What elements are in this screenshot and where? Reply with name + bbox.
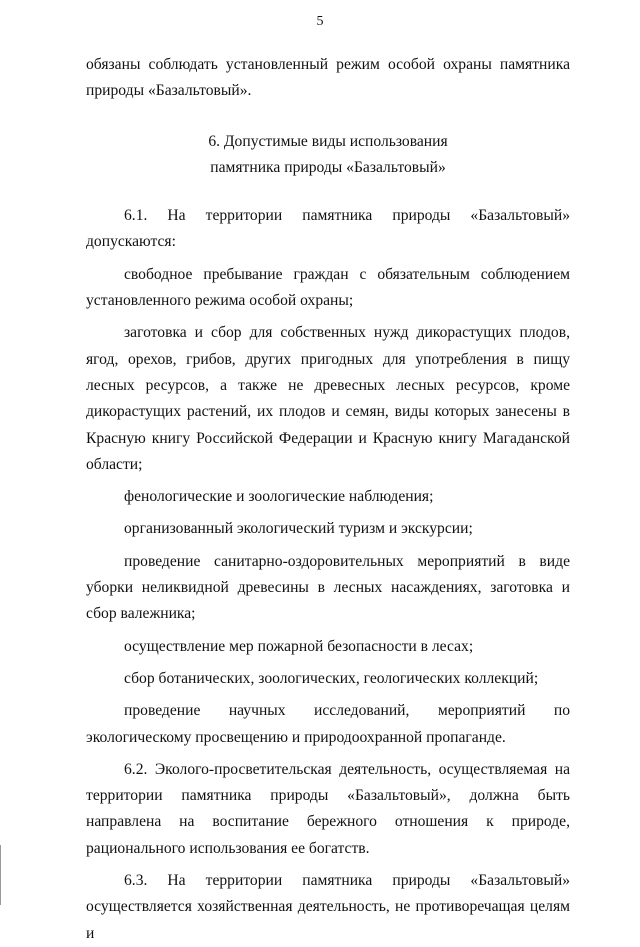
clause-6-3: 6.3. На территории памятника природы «Базальтовый» осуществляется хозяйственная деятельность, не противоречащая целям и: [86, 872, 570, 942]
list-item: фенологические и зоологические наблюдения;: [124, 488, 434, 506]
section-heading: [86, 129, 570, 182]
section-heading-line-2: памятника природы «Базальтовый»: [210, 158, 446, 176]
paragraph-continuation: обязаны соблюдать установленный режим особой охраны памятника природы «Базальтовый».: [86, 56, 570, 100]
document-body: [86, 52, 570, 947]
list-item: проведение санитарно-оздоровительных мероприятий в виде уборки неликвидной древесины в лесных насаждениях, заготовка и сбор валежника;: [86, 552, 570, 623]
section-heading-line-1: 6. Допустимые виды использования: [208, 132, 448, 150]
list-item: проведение научных исследований, мероприятий по экологическому просвещению и природоохранной пропаганде.: [86, 702, 570, 746]
list-item: осуществление мер пожарной безопасности в лесах;: [124, 637, 474, 655]
list-item: свободное пребывание граждан с обязательным соблюдением установленного режима особой охраны;: [86, 265, 570, 310]
list-item: заготовка и сбор для собственных нужд дикорастущих плодов, ягод, орехов, грибов, других пригодных для употребления в пищу лесных ресурсов, а также не древесных лесных ресурсов, кроме дикорастущих растений, их плодов и семян, виды которых занесены в Красную книгу Российской Федерации и Красную книгу Магаданской области;: [86, 324, 570, 473]
page-number: 5: [316, 14, 324, 29]
list-item: сбор ботанических, зоологических, геологических коллекций;: [124, 669, 539, 687]
list-item: организованный экологический туризм и экскурсии;: [124, 520, 473, 538]
clause-6-2: 6.2. Эколого-просветительская деятельность, осуществляемая на территории памятника природы «Базальтовый», должна быть направлена на воспитание бережного отношения к природе, рационального использования ее богатств.: [86, 760, 570, 857]
scan-edge-line: [0, 845, 1, 905]
clause-6-1: 6.1. На территории памятника природы «Базальтовый» допускаются:: [86, 207, 570, 251]
